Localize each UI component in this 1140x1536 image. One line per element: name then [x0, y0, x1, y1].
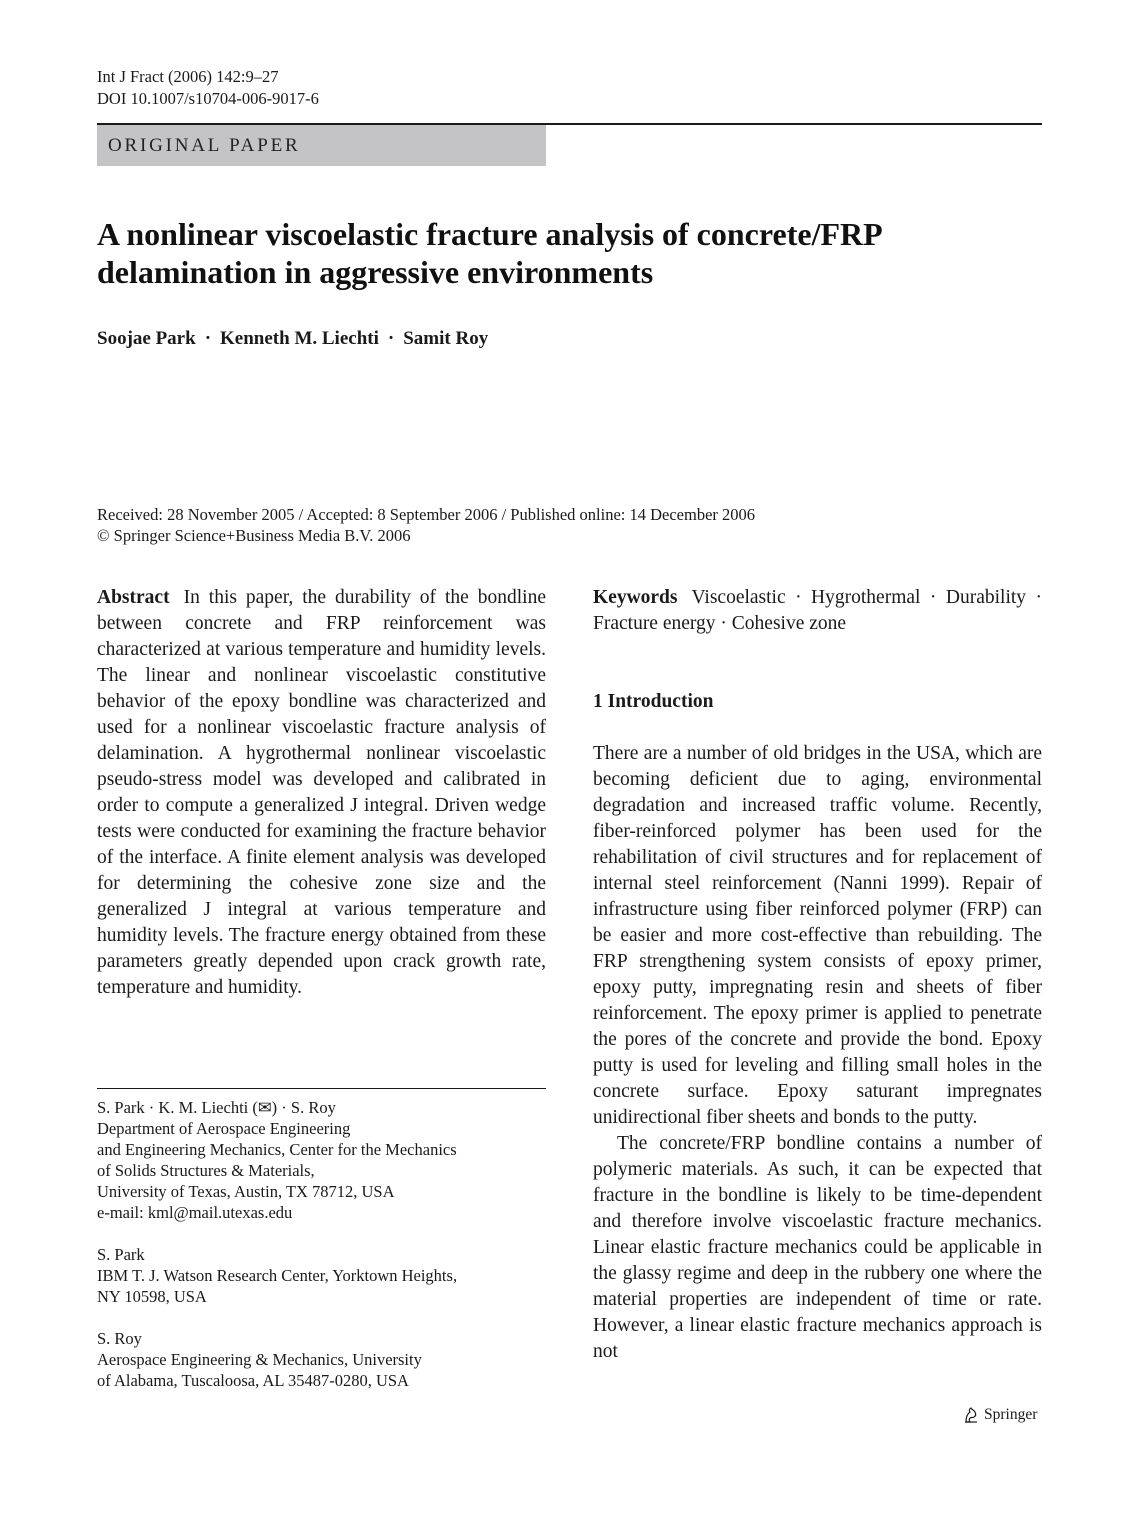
affiliation-line: and Engineering Mechanics, Center for the Mechanics [97, 1140, 457, 1159]
abstract [97, 585, 546, 1001]
keywords-text: Viscoelastic · Hygrothermal · Durability · Fracture energy · Cohesive zone [593, 587, 1042, 634]
affiliation-line: of Solids Structures & Materials, [97, 1161, 315, 1180]
affiliation-line: Aerospace Engineering & Mechanics, University [97, 1350, 422, 1369]
right-column [593, 585, 1042, 1365]
affiliation-line: S. Roy [97, 1329, 142, 1348]
intro-paragraph: The concrete/FRP bondline contains a number of polymeric materials. As such, it can be expected that fracture in the bondline is likely to be time-dependent and therefore involve viscoelastic fracture mechanics. Linear elastic fracture mechanics could be applicable in the glassy regime and deep in the rubbery one where the material properties are independent of time or rate. However, a linear elastic fracture mechanics approach is not [593, 1133, 1042, 1362]
springer-horse-icon [962, 1406, 980, 1424]
left-column [97, 585, 546, 1001]
affiliation-line: University of Texas, Austin, TX 78712, USA [97, 1182, 395, 1201]
paper-type-banner: ORIGINAL PAPER [97, 125, 546, 166]
journal-citation: Int J Fract (2006) 142:9–27 [97, 67, 279, 86]
affiliation-line: S. Park [97, 1245, 145, 1264]
affiliation-block [97, 1328, 546, 1391]
abstract-label: Abstract [97, 587, 170, 608]
affiliations [97, 1097, 546, 1412]
author-name: Soojae Park [97, 328, 196, 349]
journal-doi: DOI 10.1007/s10704-006-9017-6 [97, 89, 319, 108]
abstract-text: In this paper, the durability of the bondline between concrete and FRP reinforcement was characterized at various temperature and humidity levels. The linear and nonlinear viscoelastic constitutive behavior of the epoxy bondline was characterized and used for a nonlinear viscoelastic fracture analysis of delamination. A hygrothermal nonlinear viscoelastic pseudo-stress model was developed and calibrated in order to compute a generalized J integral. Driven wedge tests were conducted for examining the fracture behavior of the interface. A finite element analysis was developed for determining the cohesive zone size and the generalized J integral at various temperature and humidity levels. The fracture energy obtained from these parameters greatly depended upon crack growth rate, temperature and humidity. [97, 587, 546, 998]
publisher-logo [962, 1404, 1037, 1426]
publisher-name: Springer [984, 1406, 1038, 1423]
affiliation-block [97, 1097, 546, 1223]
publication-dates [97, 504, 755, 546]
paper-title: A nonlinear viscoelastic fracture analysis of concrete/FRP delamination in aggressive environments [97, 216, 881, 290]
affiliation-line: S. Park · K. M. Liechti (✉) · S. Roy [97, 1098, 336, 1117]
journal-reference [97, 66, 319, 110]
affiliation-line: of Alabama, Tuscaloosa, AL 35487-0280, USA [97, 1371, 409, 1390]
author-name: Kenneth M. Liechti [220, 328, 379, 349]
email-link[interactable]: e-mail: kml@mail.utexas.edu [97, 1203, 293, 1222]
author-list [97, 327, 488, 351]
keywords [593, 585, 1042, 637]
keywords-label: Keywords [593, 587, 678, 608]
copyright-line: © Springer Science+Business Media B.V. 2006 [97, 526, 411, 545]
affiliation-line: IBM T. J. Watson Research Center, Yorktown Heights, [97, 1266, 458, 1285]
section-heading: 1 Introduction [593, 691, 714, 712]
affiliation-line: Department of Aerospace Engineering [97, 1119, 351, 1138]
intro-paragraph: There are a number of old bridges in the USA, which are becoming deficient due to aging, environmental degradation and increased traffic volume. Recently, fiber-reinforced polymer has been used for the rehabilitation of civil structures and for replacement of internal steel reinforcement (Nanni 1999). Repair of infrastructure using fiber reinforced polymer (FRP) can be easier and more cost-effective than rebuilding. The FRP strengthening system consists of epoxy primer, epoxy putty, impregnating resin and sheets of fiber reinforcement. The epoxy primer is applied to penetrate the pores of the concrete and provide the bond. Epoxy putty is used for leveling and filling small holes in the concrete surface. Epoxy saturant impregnates unidirectional fiber sheets and bonds to the putty. [593, 743, 1042, 1128]
affiliation-block [97, 1244, 546, 1307]
author-separator: · [204, 328, 212, 349]
date-history: Received: 28 November 2005 / Accepted: 8 September 2006 / Published online: 14 December 2006 [97, 505, 756, 524]
author-name: Samit Roy [403, 328, 489, 349]
affiliation-line: NY 10598, USA [97, 1287, 207, 1306]
footnote-rule [97, 1088, 546, 1089]
author-separator: · [387, 328, 395, 349]
